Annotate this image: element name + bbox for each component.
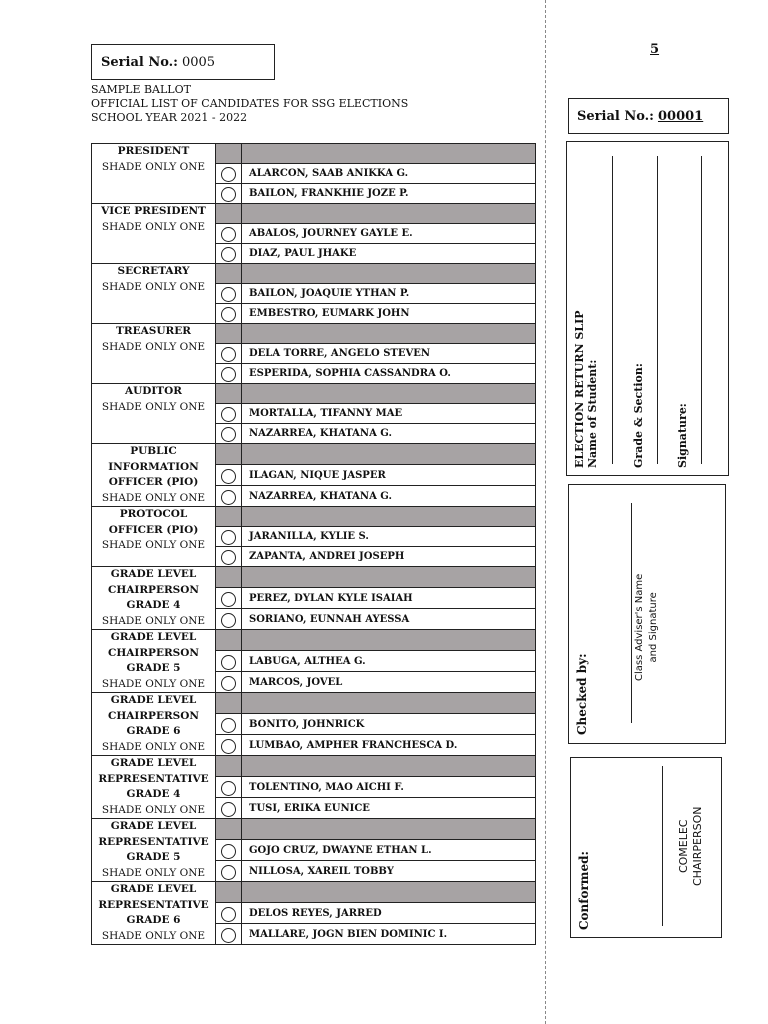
bubble-cell [216, 903, 242, 924]
position-name: GRADE LEVEL CHAIRPERSON GRADE 4 [107, 568, 199, 611]
candidate-name: LABUGA, ALTHEA G. [242, 651, 536, 672]
bubble-cell [216, 924, 242, 945]
grey-cell [216, 264, 242, 284]
position-cell [92, 324, 216, 384]
school-year: SCHOOL YEAR 2021 - 2022 [91, 111, 248, 124]
candidate-name: PEREZ, DYLAN KYLE ISAIAH [242, 588, 536, 609]
serial-label: Serial No.: [577, 108, 654, 124]
bubble-cell [216, 486, 242, 507]
position-header-row [92, 693, 536, 714]
vote-bubble[interactable] [221, 167, 236, 182]
position-name: TREASURER [116, 325, 191, 337]
bubble-cell [216, 735, 242, 756]
grade-section-label: Grade & Section: [632, 363, 645, 468]
vote-bubble[interactable] [221, 227, 236, 242]
vote-bubble[interactable] [221, 655, 236, 670]
serial-label: Serial No.: [101, 54, 178, 70]
vote-bubble[interactable] [221, 469, 236, 484]
position-name: GRADE LEVEL CHAIRPERSON GRADE 6 [107, 694, 199, 737]
grey-cell [242, 324, 536, 344]
vote-bubble[interactable] [221, 781, 236, 796]
candidate-name: ABALOS, JOURNEY GAYLE E. [242, 224, 536, 244]
vote-bubble[interactable] [221, 739, 236, 754]
page-number: 5 [650, 42, 660, 57]
position-name: AUDITOR [124, 385, 182, 397]
vote-bubble[interactable] [221, 530, 236, 545]
bubble-cell [216, 184, 242, 204]
shade-instruction: SHADE ONLY ONE [101, 740, 206, 753]
bubble-cell [216, 284, 242, 304]
grey-cell [242, 756, 536, 777]
candidate-name: NAZARREA, KHATANA G. [242, 424, 536, 444]
vote-bubble[interactable] [221, 928, 236, 943]
position-name: GRADE LEVEL CHAIRPERSON GRADE 5 [107, 631, 199, 674]
bubble-cell [216, 527, 242, 547]
position-cell [92, 630, 216, 693]
position-header-row [92, 144, 536, 164]
grey-cell [216, 324, 242, 344]
shade-instruction: SHADE ONLY ONE [101, 280, 206, 293]
position-header-row [92, 444, 536, 465]
adviser-caption [633, 574, 661, 681]
shade-instruction: SHADE ONLY ONE [101, 539, 206, 551]
position-name: SECRETARY [117, 265, 190, 277]
bubble-cell [216, 465, 242, 486]
bubble-cell [216, 609, 242, 630]
grey-cell [216, 819, 242, 840]
candidate-name: TOLENTINO, MAO AICHI F. [242, 777, 536, 798]
serial-value: 0005 [181, 54, 216, 70]
grey-cell [242, 507, 536, 527]
grey-cell [216, 693, 242, 714]
position-header-row [92, 567, 536, 588]
grey-cell [242, 567, 536, 588]
slip-title-block [573, 311, 599, 468]
bubble-cell [216, 244, 242, 264]
vote-bubble[interactable] [221, 367, 236, 382]
candidate-name: SORIANO, EUNNAH AYESSA [242, 609, 536, 630]
grey-cell [216, 630, 242, 651]
position-cell [92, 204, 216, 264]
candidate-name: ALARCON, SAAB ANIKKA G. [242, 164, 536, 184]
vote-bubble[interactable] [221, 907, 236, 922]
position-cell [92, 264, 216, 324]
grey-cell [216, 882, 242, 903]
grey-cell [242, 693, 536, 714]
grey-cell [242, 204, 536, 224]
shade-instruction: SHADE ONLY ONE [101, 340, 206, 353]
bubble-cell [216, 344, 242, 364]
bubble-cell [216, 164, 242, 184]
position-name: PUBLIC INFORMATION OFFICER (PIO) [108, 445, 199, 488]
vote-bubble[interactable] [221, 802, 236, 817]
position-cell [92, 693, 216, 756]
adviser-caption-line2: and Signature [648, 592, 659, 663]
adviser-caption-line1: Class Adviser's Name [634, 573, 645, 681]
grey-cell [216, 756, 242, 777]
candidate-name: ILAGAN, NIQUE JASPER [242, 465, 536, 486]
signature-label: Signature: [676, 403, 689, 468]
position-cell [92, 882, 216, 945]
vote-bubble[interactable] [221, 347, 236, 362]
vote-bubble[interactable] [221, 490, 236, 505]
shade-instruction: SHADE ONLY ONE [101, 491, 206, 504]
name-of-student-label: Name of Student: [586, 359, 599, 468]
vote-bubble[interactable] [221, 287, 236, 302]
grey-cell [216, 144, 242, 164]
bubble-cell [216, 547, 242, 567]
position-cell [92, 756, 216, 819]
candidate-name: DELA TORRE, ANGELO STEVEN [242, 344, 536, 364]
vote-bubble[interactable] [221, 865, 236, 880]
candidate-name: EMBESTRO, EUMARK JOHN [242, 304, 536, 324]
vote-bubble[interactable] [221, 407, 236, 422]
bubble-cell [216, 777, 242, 798]
ballot-table [91, 143, 536, 945]
bubble-cell [216, 364, 242, 384]
vote-bubble[interactable] [221, 592, 236, 607]
ballot-subtitle: OFFICIAL LIST OF CANDIDATES FOR SSG ELECTIONS [91, 97, 409, 110]
candidate-name: NILLOSA, XAREIL TOBBY [242, 861, 536, 882]
candidate-name: MARCOS, JOVEL [242, 672, 536, 693]
position-cell [92, 144, 216, 204]
shade-instruction: SHADE ONLY ONE [101, 929, 206, 942]
bubble-cell [216, 861, 242, 882]
bubble-cell [216, 714, 242, 735]
position-name: PRESIDENT [117, 145, 190, 157]
bubble-cell [216, 304, 242, 324]
bubble-cell [216, 404, 242, 424]
name-line [612, 156, 613, 464]
candidate-name: MALLARE, JOGN BIEN DOMINIC I. [242, 924, 536, 945]
vote-bubble[interactable] [221, 613, 236, 628]
grey-cell [242, 264, 536, 284]
bubble-cell [216, 840, 242, 861]
grey-cell [216, 444, 242, 465]
grey-cell [242, 630, 536, 651]
candidate-name: MORTALLA, TIFANNY MAE [242, 404, 536, 424]
position-header-row [92, 324, 536, 344]
bubble-cell [216, 588, 242, 609]
signature-line [701, 156, 702, 464]
candidate-name: ESPERIDA, SOPHIA CASSANDRA O. [242, 364, 536, 384]
grey-cell [216, 567, 242, 588]
candidate-name: JARANILLA, KYLIE S. [242, 527, 536, 547]
candidate-name: BONITO, JOHNRICK [242, 714, 536, 735]
position-header-row [92, 384, 536, 404]
candidate-name: GOJO CRUZ, DWAYNE ETHAN L. [242, 840, 536, 861]
position-cell [92, 507, 216, 567]
serial-value: 00001 [657, 108, 704, 124]
candidate-name: TUSI, ERIKA EUNICE [242, 798, 536, 819]
serial-number-right [568, 98, 729, 134]
shade-instruction: SHADE ONLY ONE [101, 400, 206, 413]
position-name: VICE PRESIDENT [101, 205, 206, 217]
vote-bubble[interactable] [221, 187, 236, 202]
grey-cell [216, 384, 242, 404]
position-header-row [92, 882, 536, 903]
comelec-signature-line [662, 766, 663, 926]
bubble-cell [216, 651, 242, 672]
position-header-row [92, 756, 536, 777]
grey-cell [216, 204, 242, 224]
candidate-name: BAILON, FRANKHIE JOZE P. [242, 184, 536, 204]
position-name: GRADE LEVEL REPRESENTATIVE GRADE 6 [98, 883, 209, 926]
comelec-caption-line1: COMELEC [677, 819, 690, 874]
position-cell [92, 567, 216, 630]
conformed-panel [570, 757, 722, 938]
position-header-row [92, 507, 536, 527]
candidate-name: LUMBAO, AMPHER FRANCHESCA D. [242, 735, 536, 756]
bubble-cell [216, 672, 242, 693]
grey-cell [242, 384, 536, 404]
position-cell [92, 384, 216, 444]
shade-instruction: SHADE ONLY ONE [101, 803, 206, 816]
position-header-row [92, 819, 536, 840]
adviser-signature-line [631, 503, 632, 723]
vote-bubble[interactable] [221, 676, 236, 691]
position-header-row [92, 264, 536, 284]
candidate-name: ZAPANTA, ANDREI JOSEPH [242, 547, 536, 567]
checked-by-panel [568, 484, 726, 744]
grey-cell [242, 144, 536, 164]
vote-bubble[interactable] [221, 247, 236, 262]
vote-bubble[interactable] [221, 307, 236, 322]
position-name: PROTOCOL OFFICER (PIO) [108, 508, 199, 536]
comelec-caption-line2: CHAIRPERSON [691, 806, 704, 886]
vote-bubble[interactable] [221, 427, 236, 442]
serial-number-left [91, 44, 275, 80]
shade-instruction: SHADE ONLY ONE [101, 160, 206, 173]
candidate-name: DIAZ, PAUL JHAKE [242, 244, 536, 264]
bubble-cell [216, 798, 242, 819]
bubble-cell [216, 424, 242, 444]
shade-instruction: SHADE ONLY ONE [101, 220, 206, 233]
position-name: GRADE LEVEL REPRESENTATIVE GRADE 4 [98, 757, 209, 800]
position-header-row [92, 630, 536, 651]
conformed-label: Conformed: [577, 851, 591, 930]
election-return-slip [566, 141, 729, 476]
position-header-row [92, 204, 536, 224]
position-cell [92, 819, 216, 882]
position-cell [92, 444, 216, 507]
vote-bubble[interactable] [221, 844, 236, 859]
comelec-caption [677, 807, 705, 886]
vote-bubble[interactable] [221, 550, 236, 565]
candidate-name: DELOS REYES, JARRED [242, 903, 536, 924]
candidate-name: NAZARREA, KHATANA G. [242, 486, 536, 507]
shade-instruction: SHADE ONLY ONE [101, 866, 206, 879]
checked-by-label: Checked by: [575, 653, 589, 735]
grey-cell [242, 444, 536, 465]
shade-instruction: SHADE ONLY ONE [101, 614, 206, 627]
bubble-cell [216, 224, 242, 244]
grey-cell [242, 819, 536, 840]
grey-cell [216, 507, 242, 527]
vote-bubble[interactable] [221, 718, 236, 733]
slip-title: ELECTION RETURN SLIP [573, 310, 586, 468]
position-name: GRADE LEVEL REPRESENTATIVE GRADE 5 [98, 820, 209, 863]
shade-instruction: SHADE ONLY ONE [101, 677, 206, 690]
ballot-title: SAMPLE BALLOT [91, 83, 191, 96]
cut-line [545, 0, 546, 1024]
candidate-name: BAILON, JOAQUIE YTHAN P. [242, 284, 536, 304]
grade-line [657, 156, 658, 464]
grey-cell [242, 882, 536, 903]
